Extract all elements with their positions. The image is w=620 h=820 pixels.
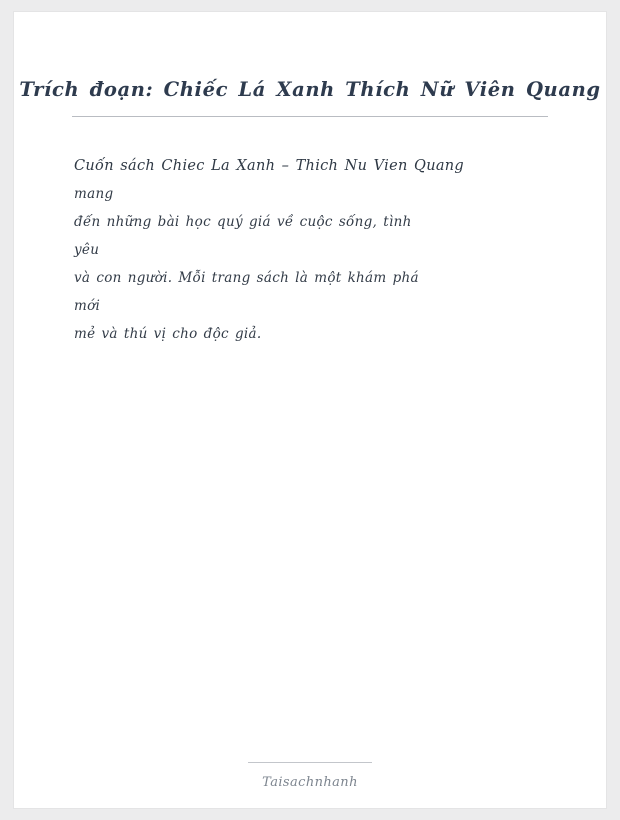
footer-divider	[248, 762, 372, 763]
body-line: và con người. Mỗi trang sách là một khám phá	[74, 270, 419, 286]
title-divider	[72, 116, 548, 117]
body-line: đến những bài học quý giá về cuộc sống, tình	[74, 214, 412, 230]
document-page	[14, 12, 606, 808]
body-line: mẻ và thú vị cho độc giả.	[74, 326, 262, 342]
footer-attribution: Taisachnhanh	[262, 775, 358, 790]
body-line: mang	[74, 186, 114, 202]
body-line: Cuốn sách Chiec La Xanh – Thich Nu Vien Quang	[74, 158, 465, 174]
page-footer	[14, 762, 606, 790]
page-title: Trích đoạn: Chiếc Lá Xanh Thích Nữ Viên Quang	[19, 78, 601, 101]
body-line: yêu	[74, 242, 100, 258]
document-body	[74, 152, 544, 348]
body-line: mới	[74, 298, 101, 314]
